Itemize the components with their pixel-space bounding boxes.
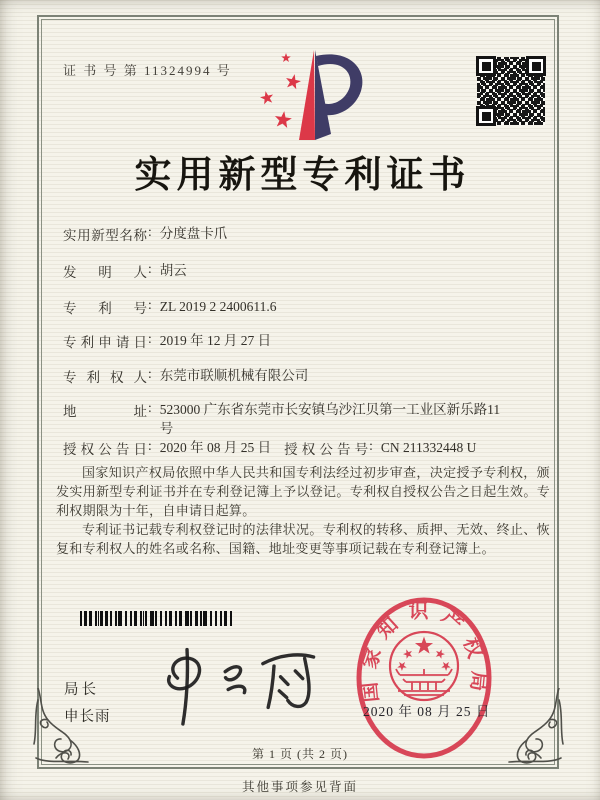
field-value: 分度盘卡爪 — [159, 226, 228, 241]
legal-paragraph-1: 国家知识产权局依照中华人民共和国专利法经过初步审查，决定授予专利权，颁发实用新型专利证书并在专利登记簿上予以登记。专利权自授权公告之日起生效。专利权期限为十年，自申请日起算。 — [56, 465, 550, 518]
seal-ring-text: 国家知识产权局 — [357, 600, 491, 704]
field-label: 专利申请日 — [63, 335, 147, 350]
qr-finder — [476, 106, 496, 126]
field-patent-number: 专利号: ZL 2019 2 2400611.6 — [63, 297, 277, 316]
field-label: 专利权人 — [63, 370, 147, 385]
seal-date: 2020 年 08 月 25 日 — [363, 704, 491, 719]
field-label: 发明人 — [63, 265, 147, 280]
field-address: 地址: 523000 广东省东莞市长安镇乌沙江贝第一工业区新乐路11号 — [63, 400, 545, 438]
qr-finder — [526, 56, 546, 76]
certificate-title: 实用新型专利证书 — [134, 155, 471, 196]
director-name: 申长雨 — [64, 709, 111, 725]
director-signature-icon — [148, 640, 328, 732]
field-value: ZL 2019 2 2400611.6 — [159, 299, 277, 314]
field-value: 东莞市联顺机械有限公司 — [159, 368, 309, 383]
official-seal-icon — [350, 592, 500, 764]
qr-finder — [476, 56, 496, 76]
corner-flourish-icon — [30, 688, 92, 766]
corner-flourish-icon — [505, 688, 567, 766]
field-label: 专利号 — [63, 301, 147, 316]
field-value: 2020 年 08 月 25 日 — [159, 440, 272, 455]
logo-stars-icon — [259, 53, 302, 128]
field-value: 胡云 — [159, 263, 187, 278]
field-label: 地址 — [63, 404, 147, 419]
director-title: 局长 — [64, 682, 99, 698]
field-grant-date-and-number: 授权公告日: 2020 年 08 月 25 日 授权公告号: CN 211332448 U — [63, 438, 477, 457]
certificate-number: 证 书 号 第 11324994 号 — [63, 63, 232, 78]
field-patentee: 专利权人: 东莞市联顺机械有限公司 — [63, 366, 309, 385]
page-number: 第 1 页 (共 2 页) — [252, 747, 348, 761]
field-utility-model-name: 实用新型名称: 分度盘卡爪 — [63, 224, 228, 243]
back-side-note: 其他事项参见背面 — [241, 780, 358, 794]
legal-text — [56, 463, 550, 558]
field-filing-date: 专利申请日: 2019 年 12 月 27 日 — [63, 331, 272, 350]
tiananmen-gate-icon — [396, 669, 452, 695]
field-label: 实用新型名称 — [63, 228, 147, 243]
field-inventor: 发明人: 胡云 — [63, 261, 187, 280]
svg-text:国家知识产权局 — [357, 600, 491, 704]
field-label: 授权公告日 — [63, 442, 147, 457]
field-value: 523000 广东省东莞市长安镇乌沙江贝第一工业区新乐路11号 — [159, 402, 501, 436]
logo-red-wedge — [299, 50, 315, 140]
qr-code-icon — [477, 57, 545, 125]
barcode-icon — [80, 611, 232, 626]
field-value: CN 211332448 U — [380, 440, 477, 455]
field-label: 授权公告号 — [284, 442, 369, 457]
legal-paragraph-2: 专利证书记载专利权登记时的法律状况。专利权的转移、质押、无效、终止、恢复和专利权人的姓名或名称、国籍、地址变更等事项记载在专利登记簿上。 — [56, 522, 550, 556]
national-emblem-icon — [390, 632, 458, 700]
cnipa-patent-logo-icon — [252, 46, 382, 148]
logo-p-bowl — [316, 54, 362, 115]
field-value: 2019 年 12 月 27 日 — [159, 333, 272, 348]
